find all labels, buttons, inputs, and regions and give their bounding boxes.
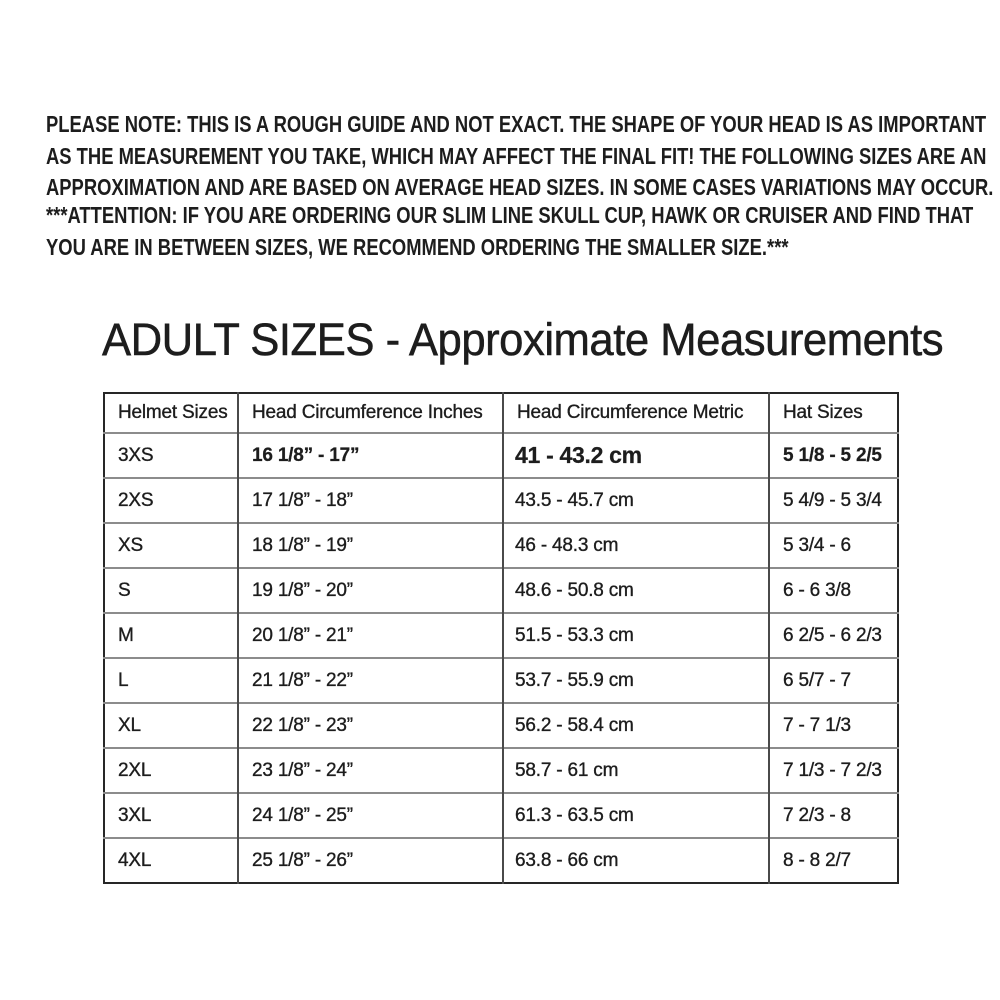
table-header-row [104,393,898,433]
helmet-size-cell: XS [104,523,238,568]
inches-range-cell: 23 1/8” - 24” [238,748,503,793]
metric-range-cell: 48.6 - 50.8 cm [503,568,769,613]
inches-range-cell: 16 1/8” - 17” [238,433,503,478]
inches-range-cell: 24 1/8” - 25” [238,793,503,838]
table-row [104,703,898,748]
metric-range-cell: 43.5 - 45.7 cm [503,478,769,523]
inches-header: Head Circumference Inches [238,393,503,433]
inches-range-cell: 25 1/8” - 26” [238,838,503,883]
hat-size-cell: 8 - 8 2/7 [769,838,898,883]
hat-size-cell: 7 - 7 1/3 [769,703,898,748]
note-line: AS THE MEASUREMENT YOU TAKE, WHICH MAY AFFECT THE FINAL FIT! THE FOLLOWING SIZES ARE AN [46,142,987,169]
hat-size-cell: 6 5/7 - 7 [769,658,898,703]
hat-size-cell: 5 4/9 - 5 3/4 [769,478,898,523]
hat-size-cell: 5 1/8 - 5 2/5 [769,433,898,478]
table-row [104,613,898,658]
page-title: ADULT SIZES - Approximate Measurements [102,314,944,365]
attention-line: ***ATTENTION: IF YOU ARE ORDERING OUR SLIM LINE SKULL CUP, HAWK OR CRUISER AND FIND THAT [46,202,974,228]
table-row [104,748,898,793]
inches-range-cell: 21 1/8” - 22” [238,658,503,703]
metric-range-cell: 56.2 - 58.4 cm [503,703,769,748]
inches-range-cell: 18 1/8” - 19” [238,523,503,568]
table-row [104,838,898,883]
hat-size-cell: 6 - 6 3/8 [769,568,898,613]
hat-sizes-header: Hat Sizes [769,393,898,433]
inches-range-cell: 22 1/8” - 23” [238,703,503,748]
note-line: APPROXIMATION AND ARE BASED ON AVERAGE HEAD SIZES. IN SOME CASES VARIATIONS MAY OCCUR. [46,174,994,200]
metric-range-cell: 58.7 - 61 cm [503,748,769,793]
helmet-size-cell: 2XL [104,748,238,793]
table-row [104,568,898,613]
inches-range-cell: 20 1/8” - 21” [238,613,503,658]
metric-range-cell: 46 - 48.3 cm [503,523,769,568]
helmet-size-cell: 3XS [104,433,238,478]
table-row [104,793,898,838]
helmet-size-cell: XL [104,703,238,748]
helmet-size-cell: S [104,568,238,613]
metric-range-cell: 61.3 - 63.5 cm [503,793,769,838]
hat-size-cell: 5 3/4 - 6 [769,523,898,568]
metric-range-cell: 41 - 43.2 cm [503,433,769,478]
hat-size-cell: 7 2/3 - 8 [769,793,898,838]
inches-range-cell: 19 1/8” - 20” [238,568,503,613]
attention-paragraph [46,200,974,263]
table-row [104,523,898,568]
note-paragraph [46,109,994,204]
helmet-sizes-header: Helmet Sizes [118,402,228,423]
helmet-size-cell: L [104,658,238,703]
hat-size-cell: 6 2/5 - 6 2/3 [769,613,898,658]
helmet-size-cell: 3XL [104,793,238,838]
table-row [104,478,898,523]
helmet-size-cell: 4XL [104,838,238,883]
metric-header: Head Circumference Metric [503,393,769,433]
note-line: PLEASE NOTE: THIS IS A ROUGH GUIDE AND NOT EXACT. THE SHAPE OF YOUR HEAD IS AS IMPORTANT [46,111,987,137]
inches-range-cell: 17 1/8” - 18” [238,478,503,523]
metric-range-cell: 51.5 - 53.3 cm [503,613,769,658]
hat-size-cell: 7 1/3 - 7 2/3 [769,748,898,793]
metric-range-cell: 63.8 - 66 cm [503,838,769,883]
size-table-body [104,433,898,883]
table-row [104,658,898,703]
table-row [104,433,898,478]
size-table [103,392,899,884]
helmet-size-cell: 2XS [104,478,238,523]
helmet-size-cell: M [104,613,238,658]
metric-range-cell: 53.7 - 55.9 cm [503,658,769,703]
attention-line: YOU ARE IN BETWEEN SIZES, WE RECOMMEND ORDERING THE SMALLER SIZE.*** [46,233,789,260]
